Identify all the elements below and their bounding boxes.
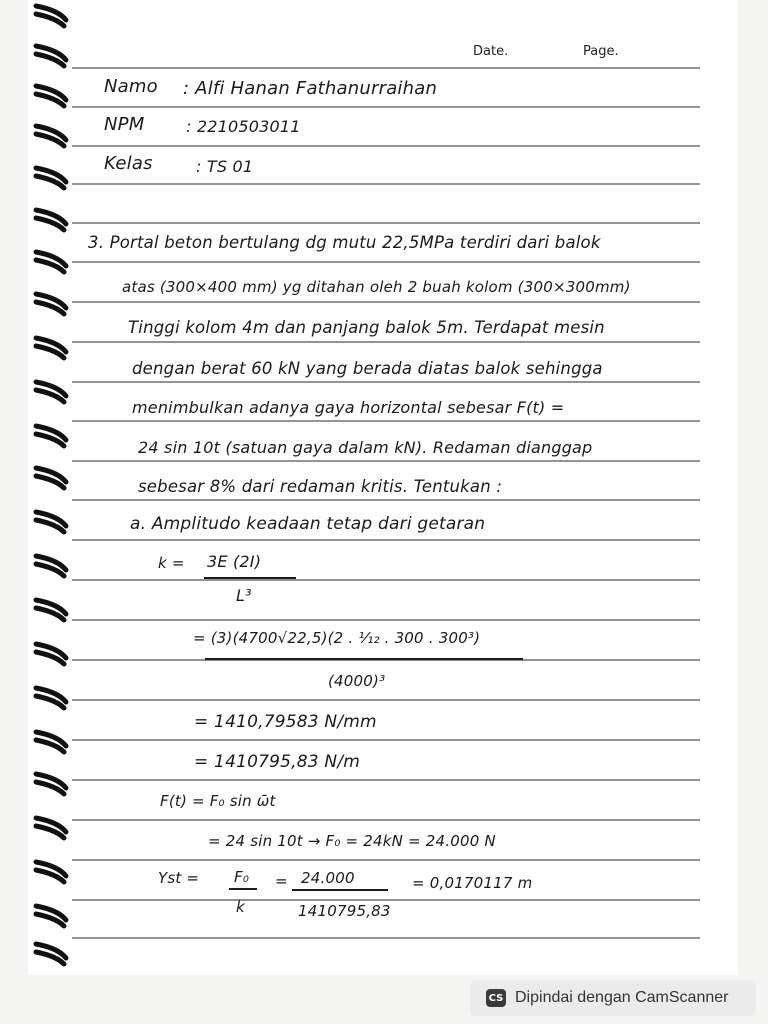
k-lhs: k = (158, 554, 185, 572)
yst-f-denominator: k (236, 898, 245, 916)
k-result-nm: = 1410795,83 N/m (194, 752, 361, 772)
k-result-nmm: = 1410,79583 N/mm (194, 712, 377, 732)
k-denominator: L³ (236, 586, 252, 605)
spiral-binding (0, 0, 80, 975)
yst-f-numerator: F₀ (234, 868, 250, 886)
problem-line-5: menimbulkan adanya gaya horizontal sebesar F(t) = (132, 398, 565, 417)
problem-line-4: dengan berat 60 kN yang berada diatas balok sehingga (132, 359, 603, 378)
yst-n-numerator: 24.000 (301, 869, 355, 887)
date-label: Date. (473, 44, 509, 59)
problem-line-1: 3. Portal beton bertulang dg mutu 22,5MPa terdiri dari balok (88, 233, 601, 252)
yst-result: = 0,0170117 m (412, 874, 533, 892)
yst-f-bar (229, 888, 257, 890)
k-numerator: 3E (2I) (207, 552, 262, 571)
problem-line-6: 24 sin 10t (satuan gaya dalam kN). Redaman dianggap (138, 438, 593, 457)
camscanner-text: Dipindai dengan CamScanner (515, 989, 729, 1006)
nama-value: : Alfi Hanan Fathanurraihan (183, 78, 438, 99)
problem-line-2: atas (300×400 mm) yg ditahan oleh 2 buah kolom (300×300mm) (122, 278, 631, 296)
kelas-label: Kelas (104, 153, 153, 174)
problem-line-3: Tinggi kolom 4m dan panjang balok 5m. Terdapat mesin (128, 318, 605, 337)
ft-value: = 24 sin 10t → F₀ = 24kN = 24.000 N (208, 832, 496, 850)
yst-equals: = (275, 872, 288, 890)
part-a-heading: a. Amplitudo keadaan tetap dari getaran (130, 514, 486, 534)
nama-label: Namo (104, 76, 158, 97)
camscanner-logo-icon: CS (486, 989, 506, 1007)
k-substitution-bar (205, 658, 523, 660)
k-fraction-bar (204, 577, 296, 579)
yst-n-bar (292, 889, 388, 891)
camscanner-watermark (470, 980, 756, 1016)
yst-lhs: Yst = (158, 869, 200, 887)
page-label: Page. (583, 44, 619, 59)
kelas-value: : TS 01 (196, 157, 254, 176)
npm-label: NPM (104, 114, 145, 135)
ft-definition: F(t) = F₀ sin ω̄t (160, 792, 276, 810)
yst-n-denominator: 1410795,83 (298, 902, 391, 920)
k-substitution-numerator: = (3)(4700√22,5)(2 . ¹⁄₁₂ . 300 . 300³) (193, 629, 481, 647)
k-substitution-denominator: (4000)³ (328, 672, 386, 690)
problem-line-7: sebesar 8% dari redaman kritis. Tentukan : (138, 477, 503, 496)
npm-value: : 2210503011 (186, 117, 301, 136)
